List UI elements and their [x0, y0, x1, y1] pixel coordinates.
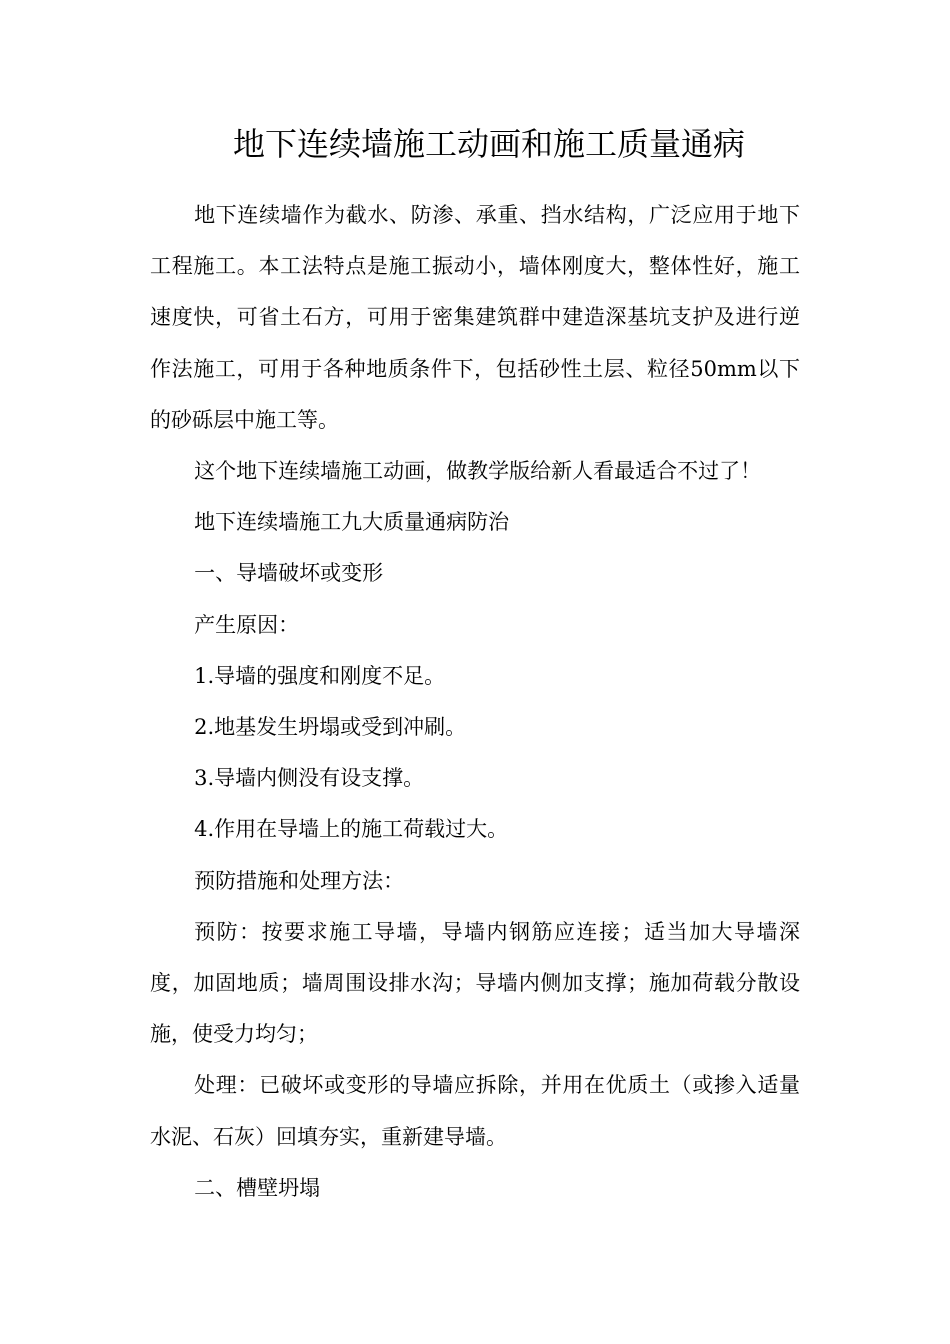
list-item-cause-4: 4.作用在导墙上的施工荷载过大。: [194, 817, 509, 842]
section-heading-trench-collapse: 二、槽壁坍塌: [194, 1175, 321, 1200]
document-title: 地下连续墙施工动画和施工质量通病: [232, 125, 745, 163]
section-heading-guide-wall: 一、导墙破坏或变形: [194, 561, 384, 586]
list-item-cause-3: 3.导墙内侧没有设支撑。: [194, 766, 425, 791]
subheading-measures: 预防措施和处理方法：: [194, 868, 405, 893]
list-item-cause-1: 1.导墙的强度和刚度不足。: [194, 663, 446, 688]
paragraph-treatment: 处理：已破坏或变形的导墙应拆除，并用在优质土（或掺入适量水泥、石灰）回填夯实，重新建导墙。: [150, 1073, 800, 1149]
paragraph-prevention: 预防：按要求施工导墙，导墙内钢筋应连接；适当加大导墙深度，加固地质；墙周围设排水沟；导墙内侧加支撑；施加荷载分散设施，使受力均匀；: [150, 919, 800, 1047]
paragraph-animation-note: 这个地下连续墙施工动画，做教学版给新人看最适合不过了！: [194, 459, 762, 484]
section-heading-nine-defects: 地下连续墙施工九大质量通病防治: [194, 510, 510, 535]
list-item-cause-2: 2.地基发生坍塌或受到冲刷。: [194, 715, 467, 740]
subheading-causes: 产生原因：: [194, 612, 300, 637]
document-body: [150, 190, 800, 1214]
paragraph-intro: 地下连续墙作为截水、防渗、承重、挡水结构，广泛应用于地下工程施工。本工法特点是施工振动小，墙体刚度大，整体性好，施工速度快，可省土石方，可用于密集建筑群中建造深基坑支护及进行逆作法施工，可用于各种地质条件下，包括砂性土层、粒径50mm以下的砂砾层中施工等。: [150, 203, 800, 432]
